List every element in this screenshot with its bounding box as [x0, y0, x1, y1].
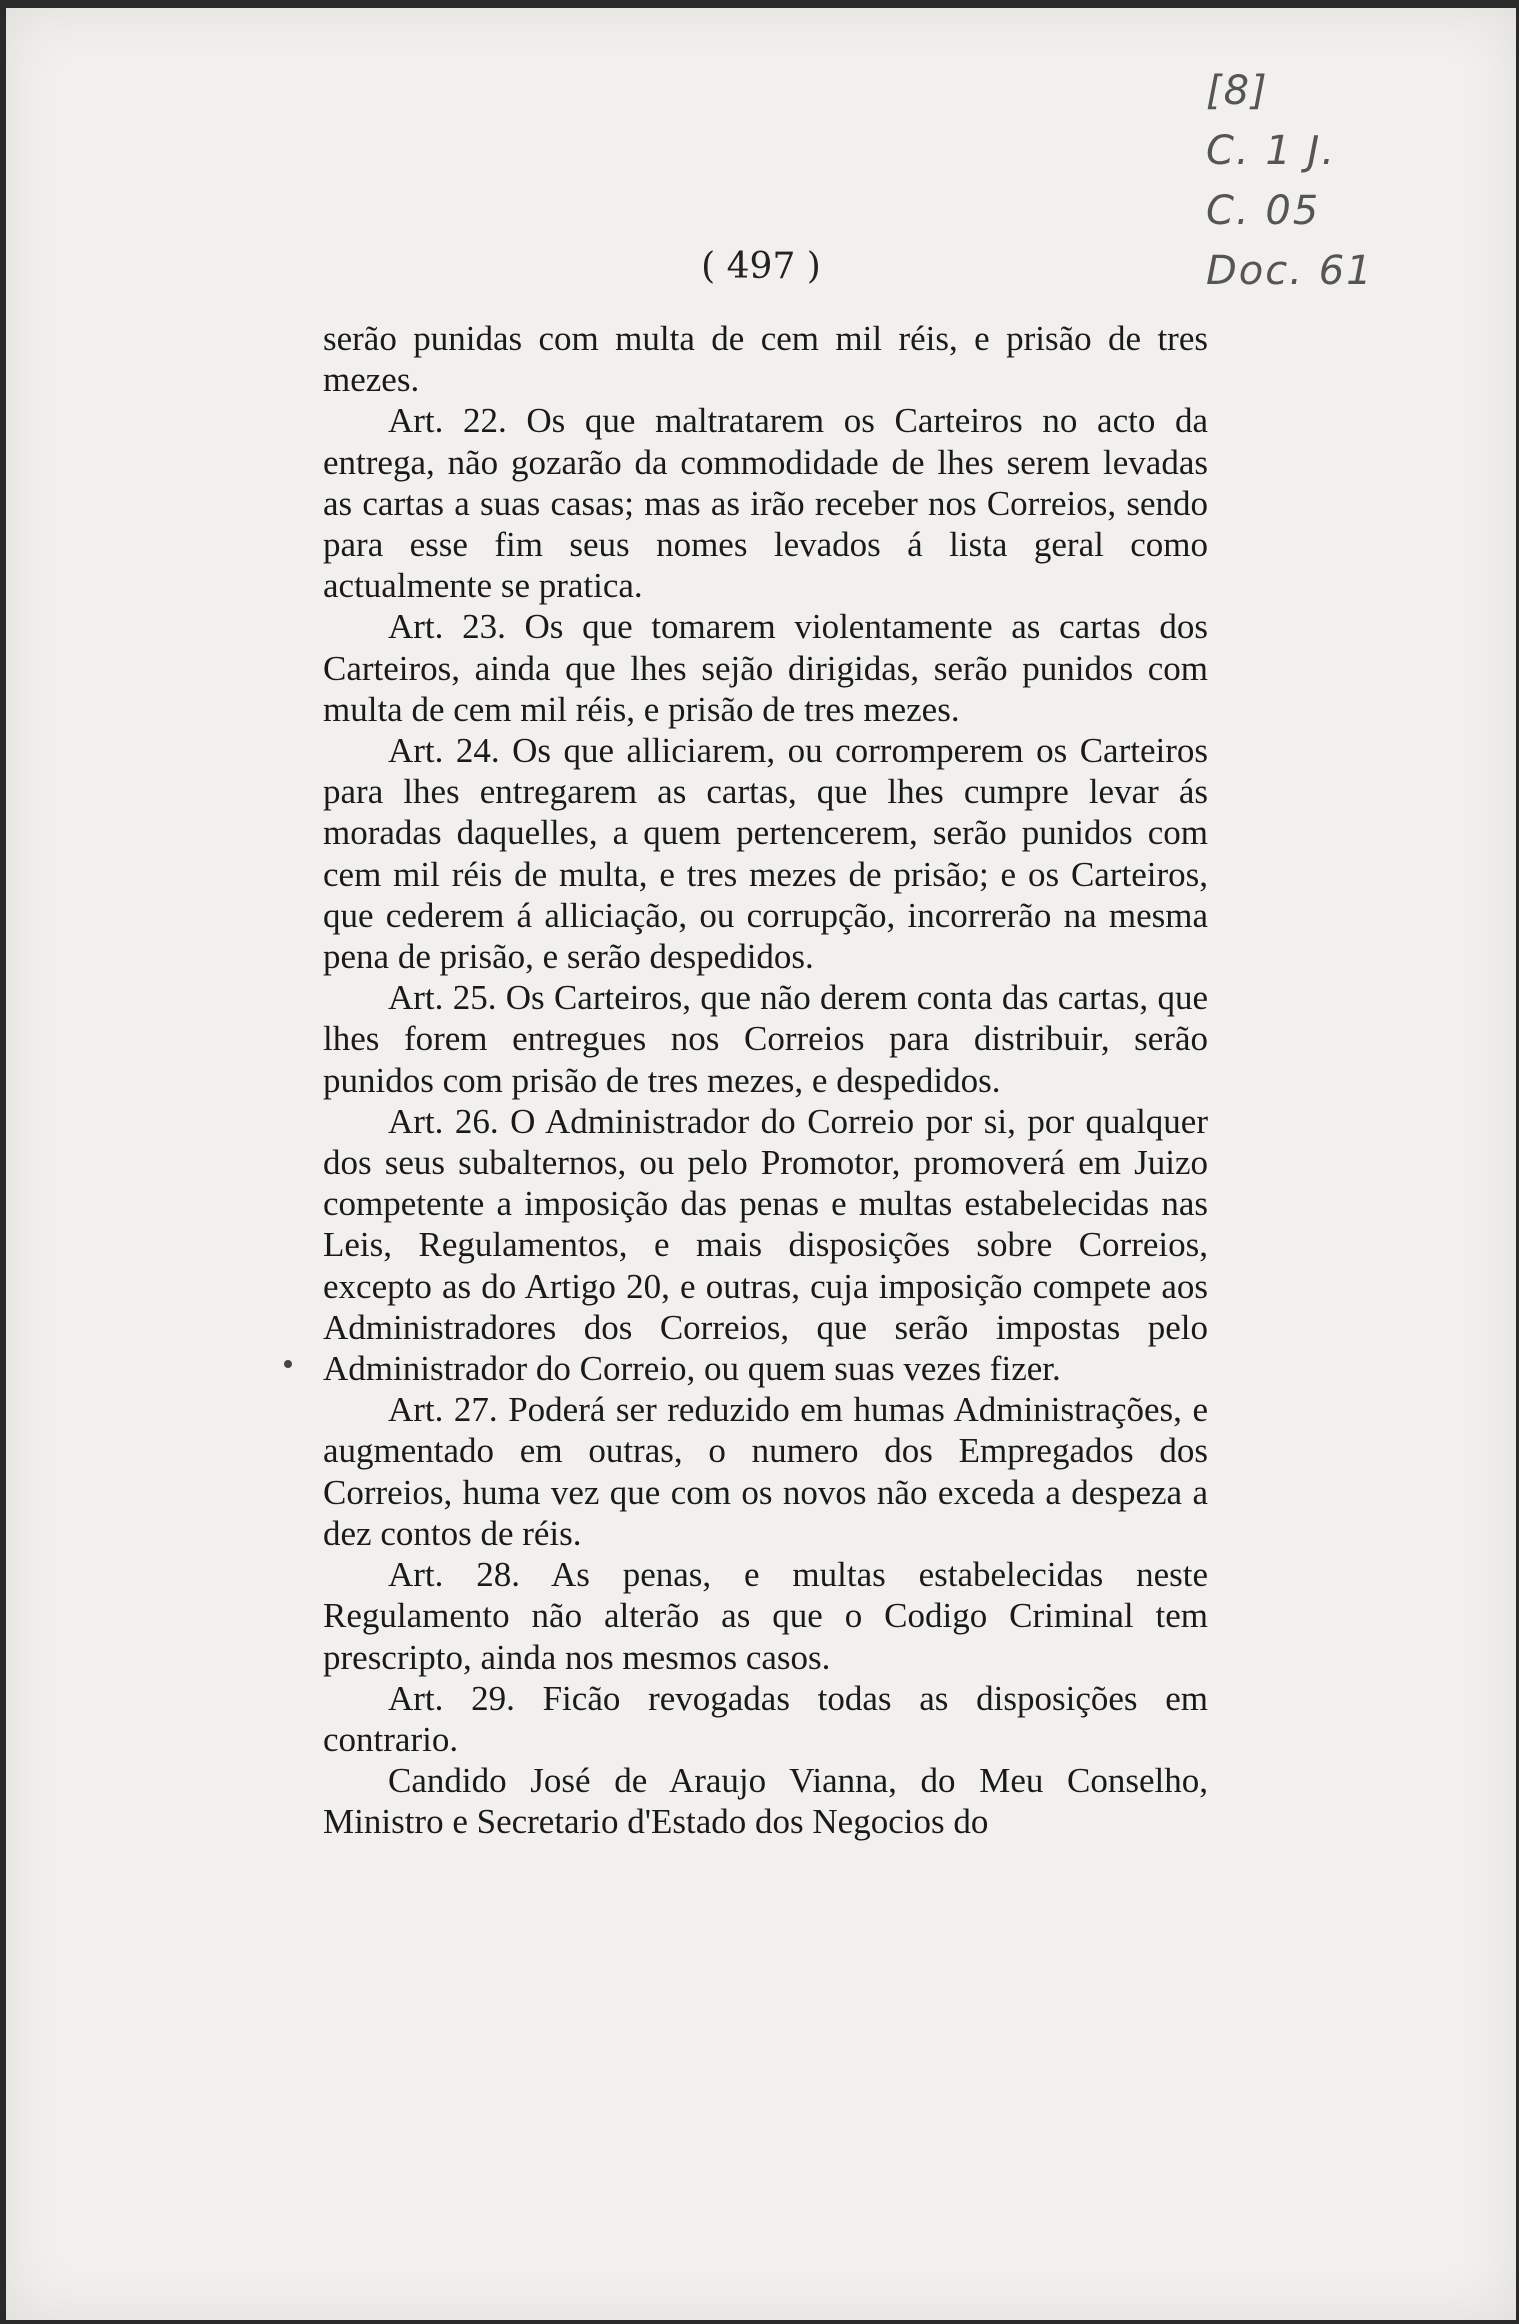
paragraph-continuation: serão punidas com multa de cem mil réis, e prisão de tres mezes. [323, 319, 1208, 400]
page-number: ( 497 ) [701, 246, 821, 287]
margin-mark [284, 1360, 292, 1368]
signature-paragraph: Candido José de Araujo Vianna, do Meu Conselho, Ministro e Secretario d'Estado dos Negocios do [323, 1761, 1208, 1842]
body-text [323, 318, 1208, 1843]
article-23: Art. 23. Os que tomarem violentamente as cartas dos Carteiros, ainda que lhes sejão dirigidas, serão punidos com multa de cem mil réis, e prisão de tres mezes. [323, 607, 1208, 729]
document-page [6, 8, 1516, 2320]
article-24: Art. 24. Os que alliciarem, ou corromperem os Carteiros para lhes entregarem as cartas, que lhes cumpre levar ás moradas daquelles, a quem pertencerem, serão punidos com cem mil réis de multa, e tres mezes de prisão; e os Carteiros, que cederem á alliciação, ou corrupção, incorrerão na mesma pena de prisão, e serão despedidos. [323, 731, 1208, 977]
article-22: Art. 22. Os que maltratarem os Carteiros no acto da entrega, não gozarão da commodidade de lhes serem levadas as cartas a suas casas; mas as irão receber nos Correios, sendo para esse fim seus nomes levados á lista geral como actualmente se pratica. [323, 401, 1208, 606]
article-29: Art. 29. Ficão revogadas todas as disposições em contrario. [323, 1678, 1208, 1759]
article-27: Art. 27. Poderá ser reduzido em humas Administrações, e augmentado em outras, o numero dos Empregados dos Correios, huma vez que com os novos não exceda a despeza a dez contos de réis. [323, 1390, 1208, 1553]
archive-note: C. 05 [1206, 188, 1321, 234]
archive-note: [8] [1206, 68, 1269, 114]
article-28: Art. 28. As penas, e multas estabelecidas neste Regulamento não alterão as que o Codigo Criminal tem prescripto, ainda nos mesmos casos. [323, 1555, 1208, 1677]
article-25: Art. 25. Os Carteiros, que não derem conta das cartas, que lhes forem entregues nos Correios para distribuir, serão punidos com prisão de tres mezes, e despedidos. [323, 978, 1208, 1100]
archive-note: C. 1 J. [1206, 128, 1337, 174]
archive-note: Doc. 61 [1206, 248, 1374, 294]
article-26: Art. 26. O Administrador do Correio por si, por qualquer dos seus subalternos, ou pelo Promotor, promoverá em Juizo competente a imposição das penas e multas estabelecidas nas Leis, Regulamentos, e mais disposições sobre Correios, excepto as do Artigo 20, e outras, cuja imposição compete aos Administradores dos Correios, que serão impostas pelo Administrador do Correio, ou quem suas vezes fizer. [323, 1101, 1208, 1389]
